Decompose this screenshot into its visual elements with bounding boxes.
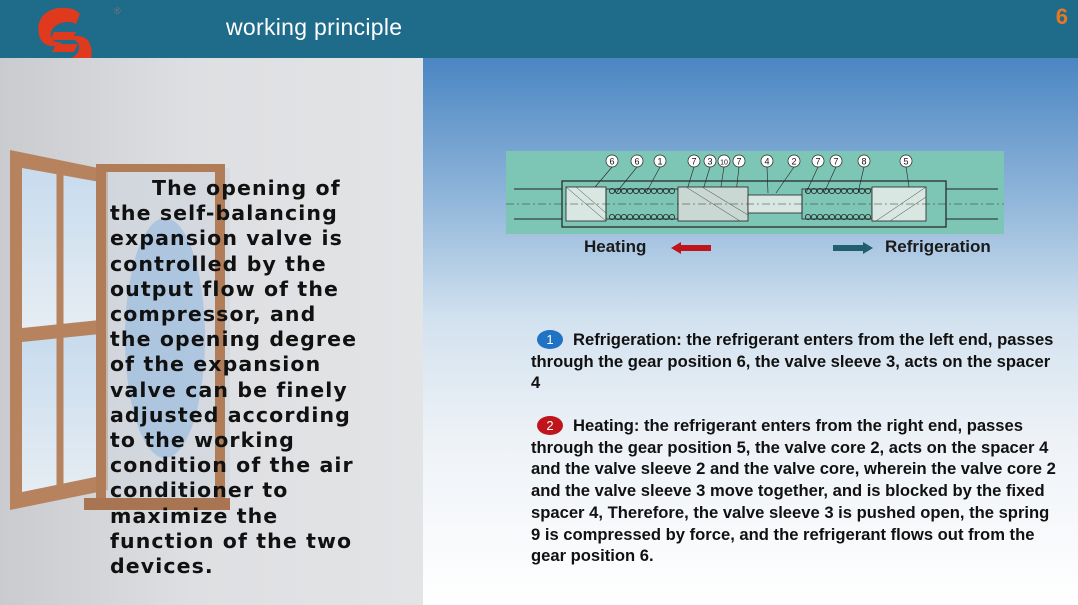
callout-label: 10 bbox=[720, 159, 728, 167]
callout-label: 8 bbox=[861, 156, 867, 167]
left-panel bbox=[0, 58, 423, 605]
heating-text: Heating: the refrigerant enters from the right end, passes through the gear position 5, the valve core 2, acts on the spacer 4 and the valve sleeve 2 and the valve core, wherein the valve core 2 and the valve sleeve 3 move together, and is blocked by the fixed spacer 4, Therefore, the valve sleeve 3 is pushed open, the spring 9 is compressed by force, and the refrigerant flows out from the gear position 6. bbox=[531, 416, 1056, 566]
callout-label: 6 bbox=[634, 156, 640, 167]
callout-label: 7 bbox=[815, 156, 821, 167]
number-badge-1: 1 bbox=[537, 330, 563, 349]
description-text: The opening of the self-balancing expansion valve is controlled by the output flow of the compressor, and the opening degree of the expansion valve can be finely adjusted according to the working condition of the air conditioner to maximize the function of the two devices. bbox=[110, 176, 358, 579]
legend-heating-label: Heating bbox=[584, 237, 647, 256]
heating-arrow-icon bbox=[671, 242, 711, 254]
callout-label: 7 bbox=[691, 156, 697, 167]
callout-label: 4 bbox=[764, 156, 770, 167]
valve-cross-section-diagram bbox=[506, 151, 1004, 234]
page-number: 6 bbox=[1055, 4, 1068, 29]
callout-label: 6 bbox=[609, 156, 615, 167]
callout-label: 3 bbox=[707, 156, 713, 167]
description-paragraph bbox=[110, 176, 360, 579]
header-bar bbox=[0, 0, 1078, 58]
refrigeration-arrow-icon bbox=[833, 242, 873, 254]
refrigeration-text: Refrigeration: the refrigerant enters from the left end, passes through the gear position 6, the valve sleeve 3, acts on the spacer 4 bbox=[531, 330, 1054, 393]
callout-label: 1 bbox=[657, 156, 663, 167]
legend-refrigeration-label: Refrigeration bbox=[885, 237, 991, 256]
registered-mark: ® bbox=[114, 6, 121, 16]
number-badge-2: 2 bbox=[537, 416, 563, 435]
heating-description bbox=[531, 415, 1056, 567]
callout-label: 7 bbox=[833, 156, 839, 167]
slide-title: working principle bbox=[226, 14, 403, 40]
callout-label: 7 bbox=[736, 156, 742, 167]
callout-label: 5 bbox=[903, 156, 909, 167]
callout-label: 2 bbox=[791, 156, 797, 167]
refrigeration-description bbox=[531, 329, 1056, 394]
